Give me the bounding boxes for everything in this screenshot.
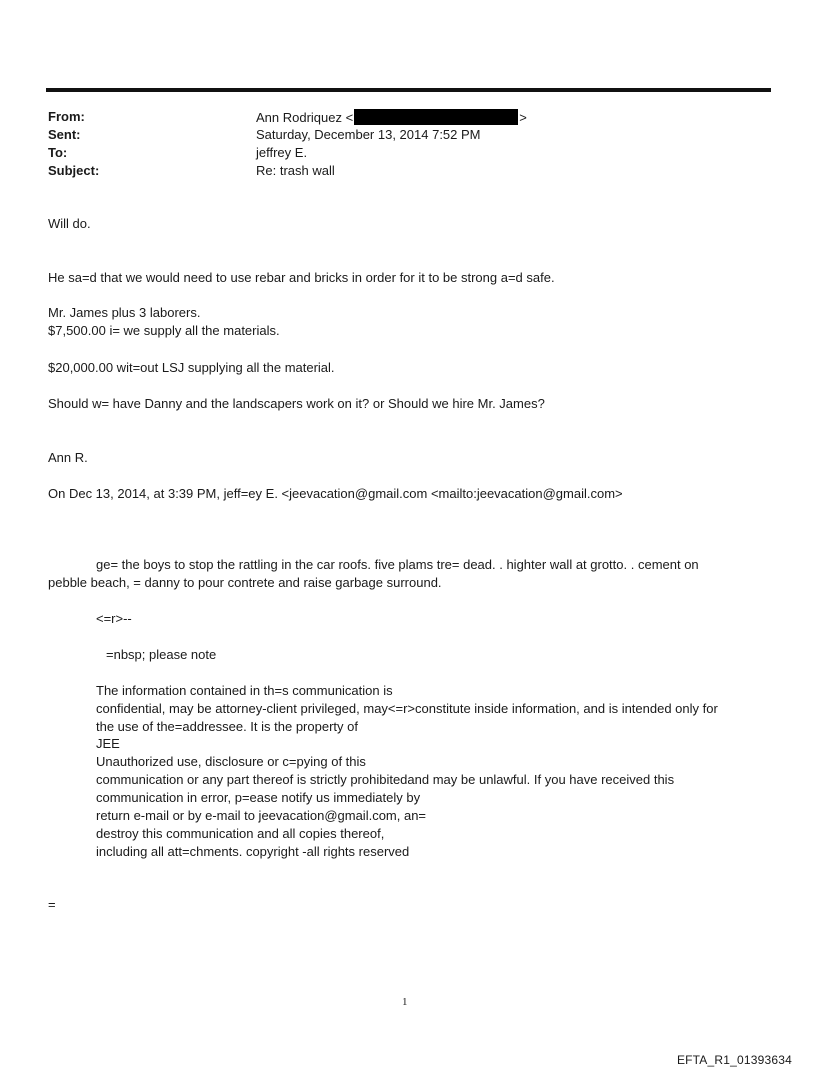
quoted-line: ge= the boys to stop the rattling in the car roofs. five plams tre= dead. . highter wall at grotto. . cement on [96,557,699,572]
from-label: From: [48,109,85,124]
from-value [256,109,527,125]
quote-intro: On Dec 13, 2014, at 3:39 PM, jeff=ey E. <jeevacation@gmail.com <mailto:jeevacation@gmail.com> [48,486,623,501]
to-row [48,145,748,163]
page-number: 1 [402,996,408,1008]
redaction-box [354,109,518,125]
to-value: jeffrey E. [256,145,308,160]
subject-row [48,163,748,181]
disclaimer-line: the use of the=addressee. It is the property of [96,719,358,734]
from-name: Ann Rodriquez < [256,110,354,125]
sent-value: Saturday, December 13, 2014 7:52 PM [256,127,481,142]
sent-label: Sent: [48,127,81,142]
disclaimer-line: Unauthorized use, disclosure or c=pying of this [96,754,366,769]
disclaimer-line: The information contained in th=s communication is [96,683,393,698]
signature: Ann R. [48,450,88,465]
signature-separator: <=r>-- [96,611,132,626]
nbsp-line: =nbsp; please note [106,647,217,662]
disclaimer-line: JEE [96,736,120,751]
body-line: He sa=d that we would need to use rebar and bricks in order for it to be strong a=d safe. [48,270,555,285]
from-row [48,109,748,127]
quoted-line: pebble beach, = danny to pour contrete and raise garbage surround. [48,575,442,590]
to-label: To: [48,145,68,160]
disclaimer-line: communication or any part thereof is strictly prohibitedand may be unlawful. If you have received this [96,772,675,787]
body-line: Will do. [48,216,91,231]
sent-row [48,127,748,145]
disclaimer-line: communication in error, p=ease notify us immediately by [96,790,421,805]
disclaimer-line: confidential, may be attorney-client privileged, may<=r>constitute inside information, and is intended only for [96,701,718,716]
header-rule [46,88,771,92]
disclaimer-line: destroy this communication and all copies thereof, [96,826,385,841]
from-close: > [519,110,527,125]
body-line: $20,000.00 wit=out LSJ supplying all the material. [48,360,335,375]
body-line: Should w= have Danny and the landscapers work on it? or Should we hire Mr. James? [48,396,545,411]
disclaimer-line: including all att=chments. copyright -all rights reserved [96,844,410,859]
body-line: $7,500.00 i= we supply all the materials. [48,323,280,338]
subject-label: Subject: [48,163,100,178]
body-line: Mr. James plus 3 laborers. [48,305,201,320]
trailing-char: = [48,897,56,912]
bates-number: EFTA_R1_01393634 [676,1053,792,1067]
subject-value: Re: trash wall [256,163,335,178]
disclaimer-line: return e-mail or by e-mail to jeevacation@gmail.com, an= [96,808,427,823]
